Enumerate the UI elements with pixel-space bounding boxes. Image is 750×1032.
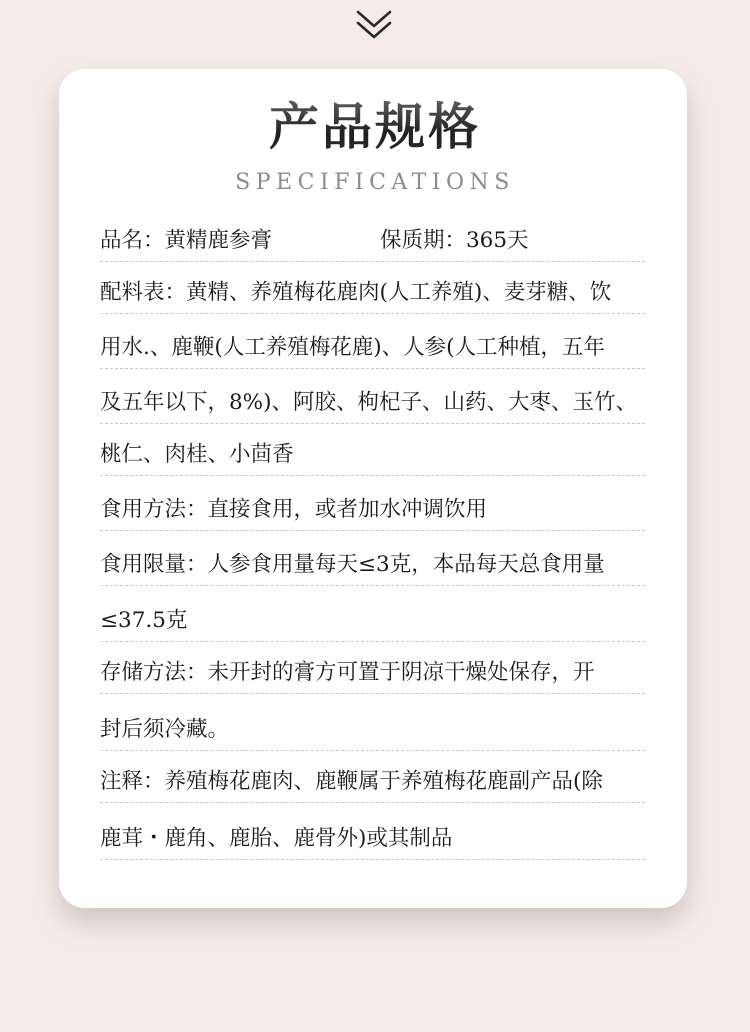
spec-row-usage	[100, 476, 645, 531]
page-title: 产品规格	[0, 92, 750, 162]
spec-row-note-2	[100, 803, 645, 860]
spec-row-ingredients-3	[100, 369, 645, 424]
spec-row-limit-2	[100, 586, 645, 642]
ingredients-text-1: 配料表：黄精、养殖梅花鹿肉(人工养殖)、麦芽糖、饮	[100, 280, 612, 305]
shelf-life: 保质期：365天	[380, 228, 529, 253]
limit-text-2: ≤37.5克	[100, 608, 188, 633]
ingredients-text-2: 用水.、鹿鞭(人工养殖梅花鹿)、人参(人工种植，五年	[100, 335, 606, 360]
note-text-2: 鹿茸・鹿角、鹿胎、鹿骨外)或其制品	[100, 826, 453, 851]
storage-text-1: 存储方法：未开封的膏方可置于阴凉干燥处保存，开	[100, 660, 595, 685]
limit-text-1: 食用限量：人参食用量每天≤3克，本品每天总食用量	[100, 552, 605, 577]
spec-row-storage-1	[100, 642, 645, 694]
spec-row-limit-1	[100, 531, 645, 586]
spec-row-note-1	[100, 751, 645, 803]
page-subtitle: SPECIFICATIONS	[235, 170, 515, 195]
storage-text-2: 封后须冷藏。	[100, 717, 230, 742]
spec-row-ingredients-1	[100, 262, 645, 314]
spec-row-storage-2	[100, 694, 645, 751]
ingredients-text-3: 及五年以下，8%)、阿胶、枸杞子、山药、大枣、玉竹、	[100, 390, 637, 415]
spec-row-ingredients-4	[100, 424, 645, 476]
spec-row-name	[100, 226, 645, 262]
ingredients-text-4: 桃仁、肉桂、小茴香	[100, 442, 294, 467]
spec-row-ingredients-2	[100, 314, 645, 369]
product-name: 品名：黄精鹿参膏	[100, 228, 273, 253]
usage-text: 食用方法：直接食用，或者加水冲调饮用	[100, 497, 488, 522]
note-text-1: 注释：养殖梅花鹿肉、鹿鞭属于养殖梅花鹿副产品(除	[100, 769, 603, 794]
double-chevron-down-icon	[355, 8, 393, 42]
